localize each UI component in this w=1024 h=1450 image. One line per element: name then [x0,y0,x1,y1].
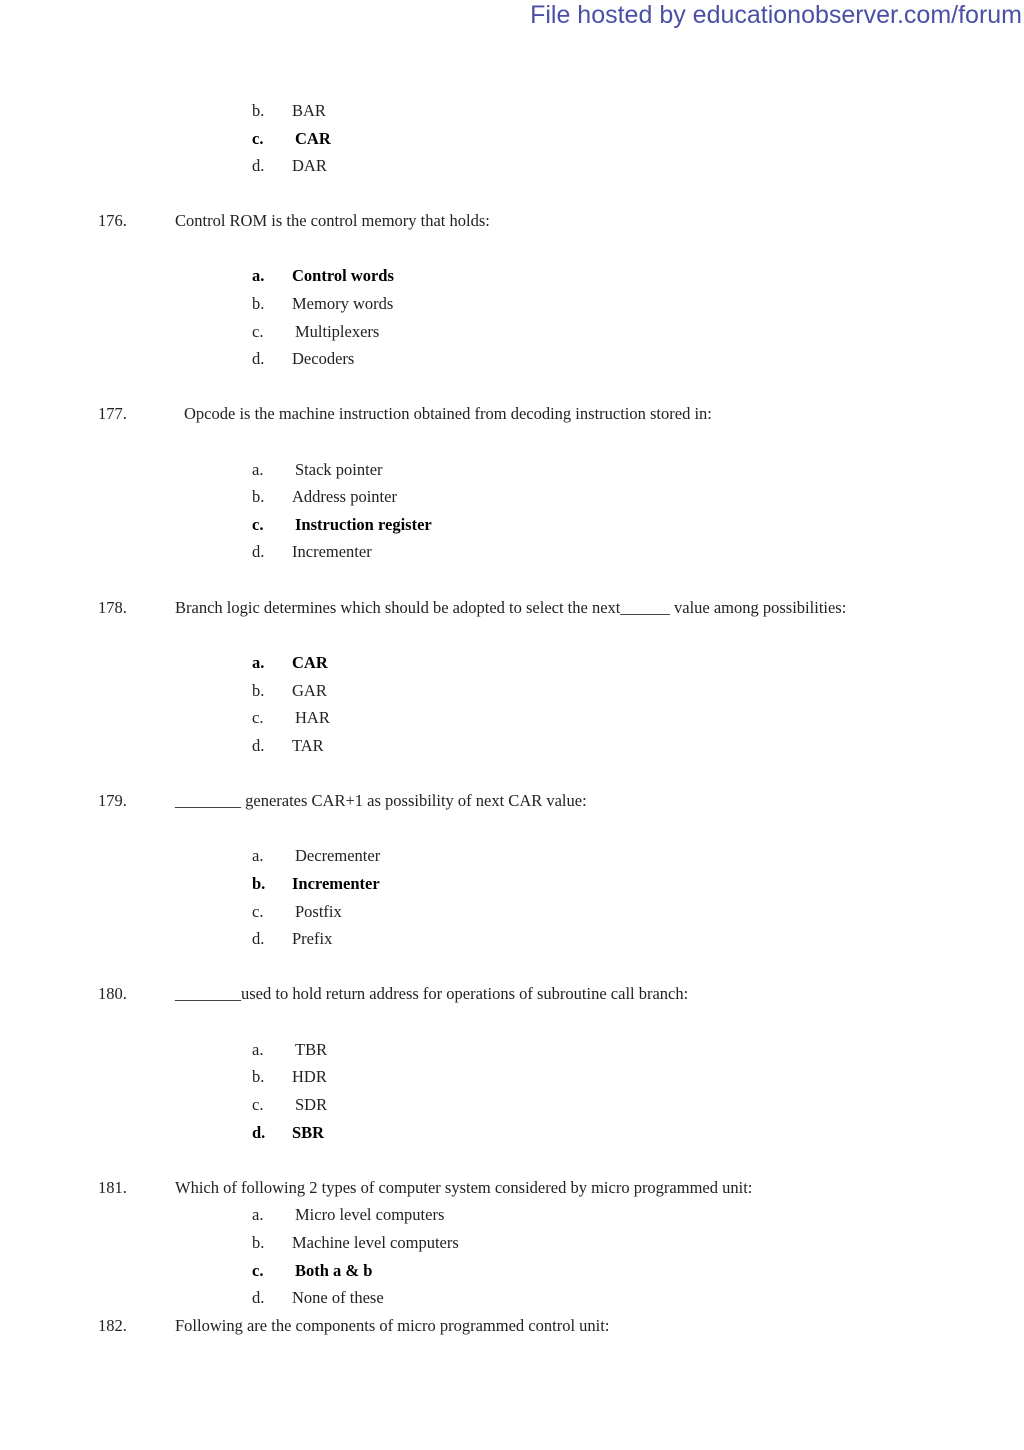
option-row [0,677,1024,705]
option-row [0,1091,1024,1119]
question-text: ________used to hold return address for operations of subroutine call branch: [175,984,689,1003]
option-text: Decrementer [295,846,381,865]
option-letter: d. [252,1123,266,1142]
option-row [0,97,1024,125]
question-number: 178. [98,598,127,617]
question-182 [0,1312,1024,1340]
option-letter: b. [252,294,265,313]
option-letter: a. [252,653,265,672]
option-letter: d. [252,156,265,175]
option-row-correct [0,511,1024,539]
option-row [0,704,1024,732]
option-text: Instruction register [295,515,432,534]
option-row [0,290,1024,318]
option-row [0,345,1024,373]
hosting-watermark: File hosted by educationobserver.com/forum [530,1,1022,29]
question-179 [0,787,1024,815]
option-text: Decoders [292,349,355,368]
option-text: Address pointer [292,487,397,506]
question-number: 179. [98,791,127,810]
option-row-correct [0,649,1024,677]
option-letter: c. [252,129,264,148]
option-row [0,318,1024,346]
option-row [0,842,1024,870]
option-letter: d. [252,349,265,368]
option-text: CAR [292,653,328,672]
option-text: TAR [292,736,324,755]
question-text: Following are the components of micro programmed control unit: [175,1316,610,1335]
option-text: GAR [292,681,327,700]
option-row [0,1229,1024,1257]
option-letter: b. [252,874,266,893]
question-number: 176. [98,211,127,230]
question-number: 181. [98,1178,127,1197]
option-text: SBR [292,1123,325,1142]
option-letter: a. [252,846,264,865]
option-row [0,538,1024,566]
option-text: CAR [295,129,331,148]
option-letter: d. [252,542,265,561]
question-number: 180. [98,984,127,1003]
option-row-correct [0,125,1024,153]
option-letter: c. [252,1261,264,1280]
option-letter: d. [252,929,265,948]
option-row [0,456,1024,484]
option-text: Memory words [292,294,394,313]
option-letter: a. [252,266,265,285]
option-letter: c. [252,708,264,727]
option-row-correct [0,1119,1024,1147]
option-row [0,925,1024,953]
option-letter: a. [252,1205,264,1224]
option-letter: c. [252,322,264,341]
option-text: HDR [292,1067,327,1086]
option-text: Prefix [292,929,333,948]
option-row [0,1063,1024,1091]
question-number: 182. [98,1316,127,1335]
option-row [0,898,1024,926]
option-row [0,1036,1024,1064]
option-text: Stack pointer [295,460,383,479]
question-180 [0,980,1024,1008]
option-letter: d. [252,1288,265,1307]
option-letter: b. [252,101,265,120]
question-text: Opcode is the machine instruction obtained from decoding instruction stored in: [184,404,712,423]
option-letter: b. [252,1067,265,1086]
option-letter: c. [252,515,264,534]
option-text: BAR [292,101,326,120]
question-177 [0,400,1024,428]
question-178 [0,594,1024,622]
option-row [0,152,1024,180]
option-text: Incrementer [292,874,380,893]
option-text: None of these [292,1288,384,1307]
option-letter: c. [252,902,264,921]
question-text: Control ROM is the control memory that holds: [175,211,490,230]
option-text: Micro level computers [295,1205,445,1224]
option-text: Postfix [295,902,342,921]
option-letter: b. [252,681,265,700]
question-text: Which of following 2 types of computer system considered by micro programmed unit: [175,1178,753,1197]
option-text: Incrementer [292,542,372,561]
option-row [0,483,1024,511]
option-letter: b. [252,487,265,506]
option-text: Control words [292,266,394,285]
question-text: Branch logic determines which should be adopted to select the next______ value among possibilities: [175,598,847,617]
question-text: ________ generates CAR+1 as possibility of next CAR value: [175,791,587,810]
option-text: TBR [295,1040,328,1059]
option-row [0,732,1024,760]
question-181 [0,1174,1024,1202]
question-176 [0,207,1024,235]
option-row-correct [0,870,1024,898]
option-row-correct [0,262,1024,290]
option-letter: a. [252,460,264,479]
option-text: Machine level computers [292,1233,459,1252]
option-letter: a. [252,1040,264,1059]
question-number: 177. [98,404,127,423]
option-letter: b. [252,1233,265,1252]
option-letter: c. [252,1095,264,1114]
option-text: Multiplexers [295,322,380,341]
option-text: HAR [295,708,330,727]
option-row [0,1284,1024,1312]
option-text: SDR [295,1095,328,1114]
option-row-correct [0,1257,1024,1285]
option-text: DAR [292,156,327,175]
option-text: Both a & b [295,1261,373,1280]
option-row [0,1201,1024,1229]
option-letter: d. [252,736,265,755]
